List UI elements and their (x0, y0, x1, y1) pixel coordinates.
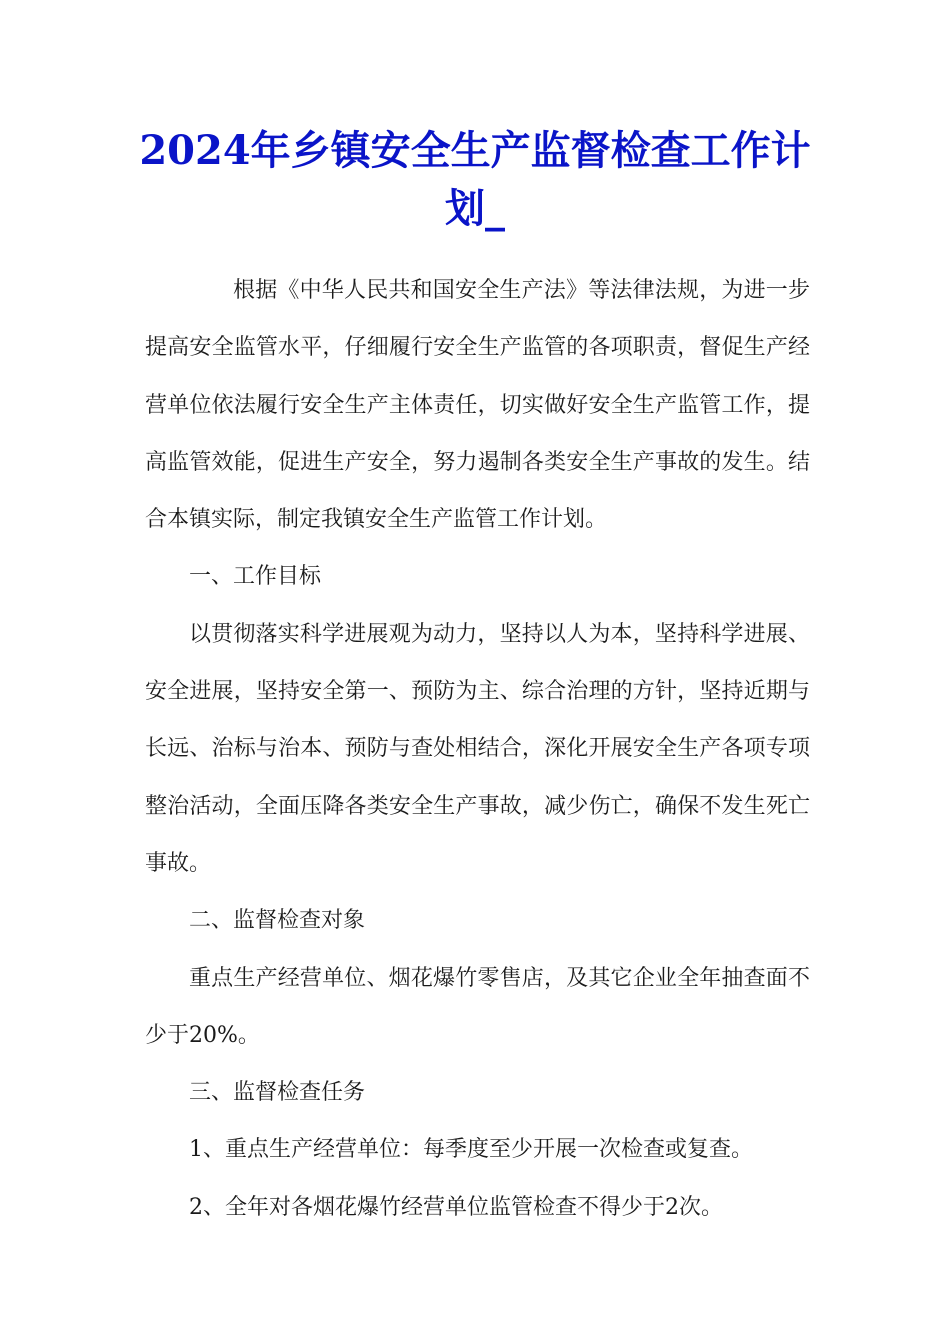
targets-paragraph: 重点生产经营单位、烟花爆竹零售店，及其它企业全年抽查面不少于20%。 (145, 965, 810, 1048)
task-item-2: 2、全年对各烟花爆竹经营单位监管检查不得少于2次。 (189, 1194, 723, 1220)
document-title: 2024年乡镇安全生产监督检查工作计划_ (139, 127, 811, 232)
document-body (145, 262, 810, 1236)
section-heading-targets: 二、监督检查对象 (189, 908, 366, 934)
section-heading-goals: 一、工作目标 (189, 564, 322, 590)
section-heading-tasks: 三、监督检查任务 (189, 1080, 366, 1106)
goals-paragraph: 以贯彻落实科学进展观为动力，坚持以人为本，坚持科学进展、安全进展，坚持安全第一、预防为主、综合治理的方针，坚持近期与长远、治标与治本、预防与查处相结合，深化开展安全生产各项专项整治活动，全面压降各类安全生产事故，减少伤亡，确保不发生死亡事故。 (145, 621, 810, 876)
intro-paragraph: 根据《中华人民共和国安全生产法》等法律法规，为进一步提高安全监管水平，仔细履行安全生产监管的各项职责，督促生产经营单位依法履行安全生产主体责任，切实做好安全生产监管工作，提高监管效能，促进生产安全，努力遏制各类安全生产事故的发生。结合本镇实际，制定我镇安全生产监管工作计划。 (145, 278, 810, 533)
task-item-1: 1、重点生产经营单位：每季度至少开展一次检查或复查。 (189, 1137, 753, 1163)
